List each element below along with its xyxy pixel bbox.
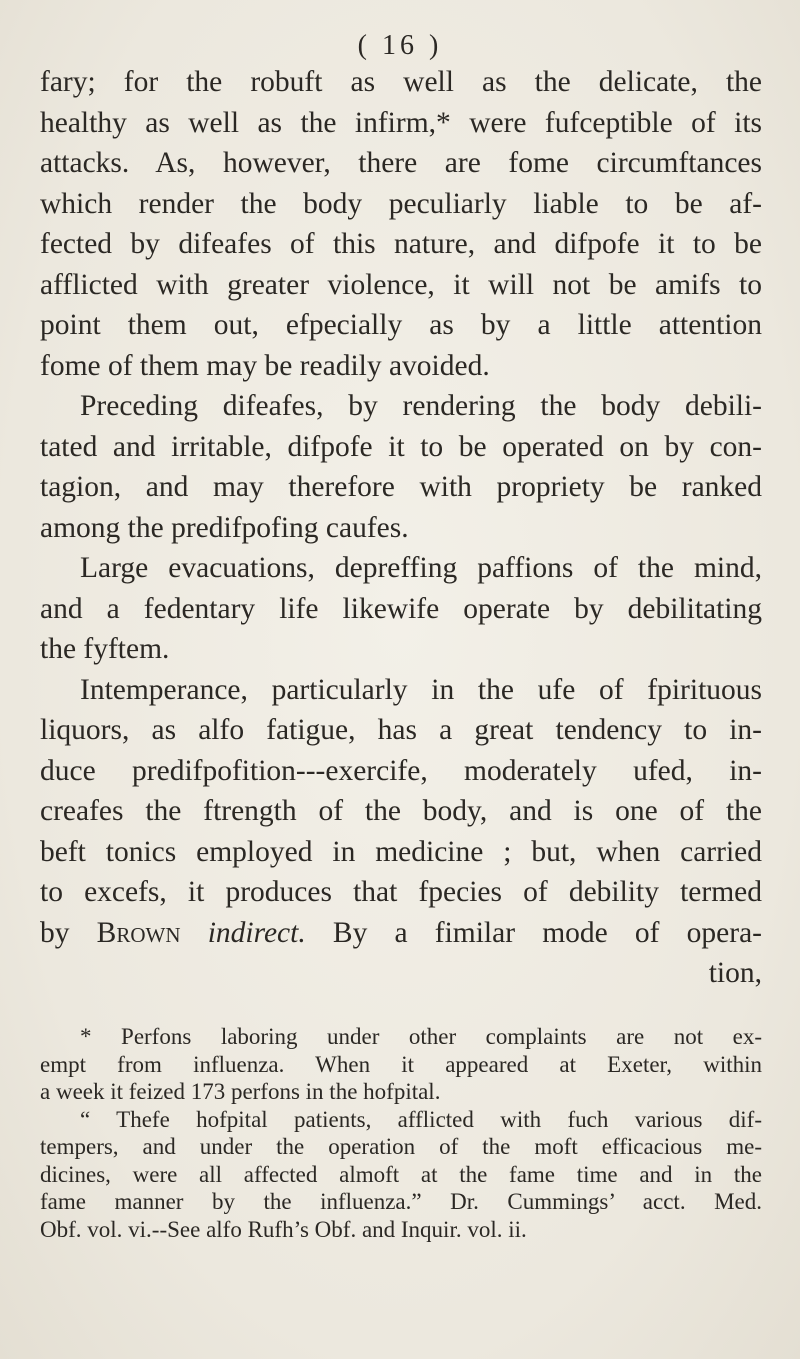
body-line: creafes the ftrength of the body, and is one of the (40, 795, 762, 827)
body-line: tagion, and may therefore with propriety be ranked (40, 471, 762, 503)
body-line: tated and irritable, difpofe it to be operated on by con- (40, 430, 762, 463)
body-line: and a fedentary life likewife operate by debilitating (40, 592, 762, 625)
body-line-brown (40, 913, 762, 954)
body-line: Large evacuations, depreffing paffions of the mind, (80, 552, 762, 584)
brown-line-after: By a fimilar mode of opera- (305, 916, 762, 949)
body-line: Intemperance, particularly in the ufe of fpirituous (80, 673, 762, 706)
body-line: Preceding difeafes, by rendering the body debili- (80, 390, 762, 422)
footnote-line: a week it feized 173 perfons in the hofpital. (40, 1079, 441, 1104)
footnote-line: tempers, and under the operation of the moft efficacious me- (40, 1134, 762, 1159)
footnote-line: fame manner by the influenza.” Dr. Cummings’ acct. Med. (40, 1189, 762, 1214)
body-line: attacks. As, however, there are fome circumftances (40, 147, 762, 179)
body-line: which render the body peculiarly liable to be af- (40, 187, 762, 220)
body-line: afflicted with greater violence, it will not be amifs to (40, 268, 762, 301)
footnotes (40, 1023, 762, 1243)
page-number: ( 16 ) (357, 30, 443, 61)
footnote-line: dicines, were all affected almoft at the fame time and in the (40, 1161, 762, 1187)
body-line: fary; for the robuft as well as the delicate, the (40, 66, 762, 98)
italic-term-indirect: indirect. (207, 916, 306, 949)
body-line: the fyftem. (40, 633, 170, 665)
body-line: duce predifpofition---exercife, moderately ufed, in- (40, 754, 762, 787)
brown-line-before: by (40, 916, 97, 949)
footnote-line: Obf. vol. vi.--See alfo Rufh’s Obf. and Inquir. vol. ii. (40, 1216, 527, 1242)
body-line: healthy as well as the infirm,* were fufceptible of its (40, 106, 762, 139)
body-line: fome of them may be readily avoided. (40, 349, 490, 382)
footnote-line: * Perfons laboring under other complaints are not ex- (80, 1024, 762, 1049)
author-name-brown: Brown (96, 916, 181, 949)
footnote-line: empt from influenza. When it appeared at Exeter, within (40, 1051, 762, 1077)
brown-line-space (181, 917, 208, 949)
body-text (40, 62, 762, 994)
catchword: tion, (708, 957, 762, 989)
body-line: fected by difeafes of this nature, and difpofe it to be (40, 228, 762, 260)
footnote-line: “ Thefe hofpital patients, afflicted with fuch various dif- (80, 1106, 762, 1132)
body-line: beft tonics employed in medicine ; but, when carried (40, 835, 762, 868)
body-line: liquors, as alfo fatigue, has a great tendency to in- (40, 714, 762, 746)
body-line: point them out, efpecially as by a little attention (40, 309, 762, 341)
body-line: among the predifpofing caufes. (40, 511, 409, 544)
body-line: to excefs, it produces that fpecies of debility termed (40, 876, 762, 908)
